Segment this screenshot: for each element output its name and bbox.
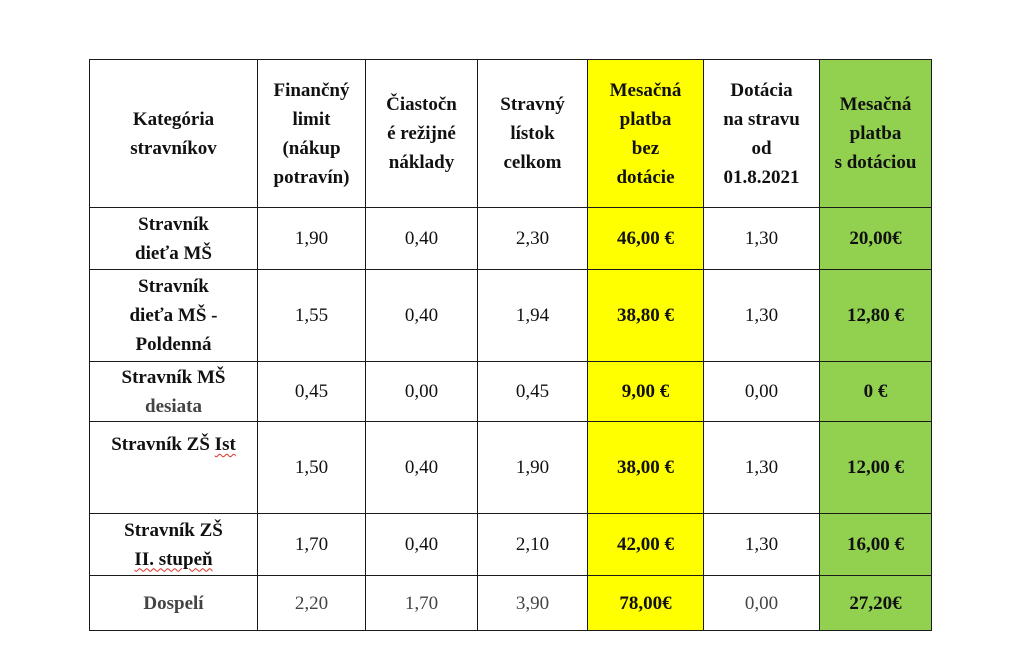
cell-listok: 1,90 xyxy=(478,422,588,514)
cell-s-dotaciou: 12,00 € xyxy=(820,422,932,514)
header-row xyxy=(90,60,932,208)
cell-dotacia: 1,30 xyxy=(704,514,820,576)
header-kategoria: Kategória stravníkov xyxy=(90,60,258,208)
header-bez-dotacie: Mesačná platba bez dotácie xyxy=(588,60,704,208)
cell-limit: 2,20 xyxy=(258,576,366,631)
cell-s-dotaciou: 20,00€ xyxy=(820,208,932,270)
cell-bez-dotacie: 38,80 € xyxy=(588,270,704,362)
table-row xyxy=(90,576,932,631)
cell-naklady: 1,70 xyxy=(366,576,478,631)
cell-s-dotaciou: 0 € xyxy=(820,362,932,422)
cell-dotacia: 0,00 xyxy=(704,576,820,631)
cell-naklady: 0,40 xyxy=(366,270,478,362)
cell-dotacia: 1,30 xyxy=(704,270,820,362)
cell-dotacia: 1,30 xyxy=(704,208,820,270)
cell-limit: 1,50 xyxy=(258,422,366,514)
cell-listok: 2,10 xyxy=(478,514,588,576)
header-listok: Stravný lístok celkom xyxy=(478,60,588,208)
cell-limit: 0,45 xyxy=(258,362,366,422)
cell-naklady: 0,40 xyxy=(366,422,478,514)
cell-dotacia: 0,00 xyxy=(704,362,820,422)
header-naklady: Čiastočn é režijné náklady xyxy=(366,60,478,208)
table-row xyxy=(90,270,932,362)
cell-naklady: 0,00 xyxy=(366,362,478,422)
header-limit: Finančný limit (nákup potravín) xyxy=(258,60,366,208)
row-kategoria: Stravník MŠ desiata xyxy=(90,362,258,422)
cell-s-dotaciou: 16,00 € xyxy=(820,514,932,576)
table-row xyxy=(90,514,932,576)
cell-listok: 1,94 xyxy=(478,270,588,362)
table-row xyxy=(90,208,932,270)
cell-bez-dotacie: 9,00 € xyxy=(588,362,704,422)
cell-naklady: 0,40 xyxy=(366,514,478,576)
cell-bez-dotacie: 42,00 € xyxy=(588,514,704,576)
header-dotacia: Dotácia na stravu od 01.8.2021 xyxy=(704,60,820,208)
cell-limit: 1,90 xyxy=(258,208,366,270)
cell-listok: 0,45 xyxy=(478,362,588,422)
cell-s-dotaciou: 12,80 € xyxy=(820,270,932,362)
table-row xyxy=(90,422,932,514)
cell-listok: 3,90 xyxy=(478,576,588,631)
cell-naklady: 0,40 xyxy=(366,208,478,270)
row-kategoria: Dospelí xyxy=(90,576,258,631)
row-kategoria: Stravník dieťa MŠ - Poldenná xyxy=(90,270,258,362)
cell-listok: 2,30 xyxy=(478,208,588,270)
cell-limit: 1,70 xyxy=(258,514,366,576)
row-kategoria: Stravník dieťa MŠ xyxy=(90,208,258,270)
cell-bez-dotacie: 78,00€ xyxy=(588,576,704,631)
meal-price-table xyxy=(89,59,932,631)
row-kategoria: Stravník ZŠ Ist xyxy=(90,422,258,514)
cell-limit: 1,55 xyxy=(258,270,366,362)
row-kategoria: Stravník ZŠ II. stupeň xyxy=(90,514,258,576)
cell-bez-dotacie: 38,00 € xyxy=(588,422,704,514)
header-s-dotaciou: Mesačná platba s dotáciou xyxy=(820,60,932,208)
table-row xyxy=(90,362,932,422)
cell-s-dotaciou: 27,20€ xyxy=(820,576,932,631)
cell-bez-dotacie: 46,00 € xyxy=(588,208,704,270)
cell-dotacia: 1,30 xyxy=(704,422,820,514)
